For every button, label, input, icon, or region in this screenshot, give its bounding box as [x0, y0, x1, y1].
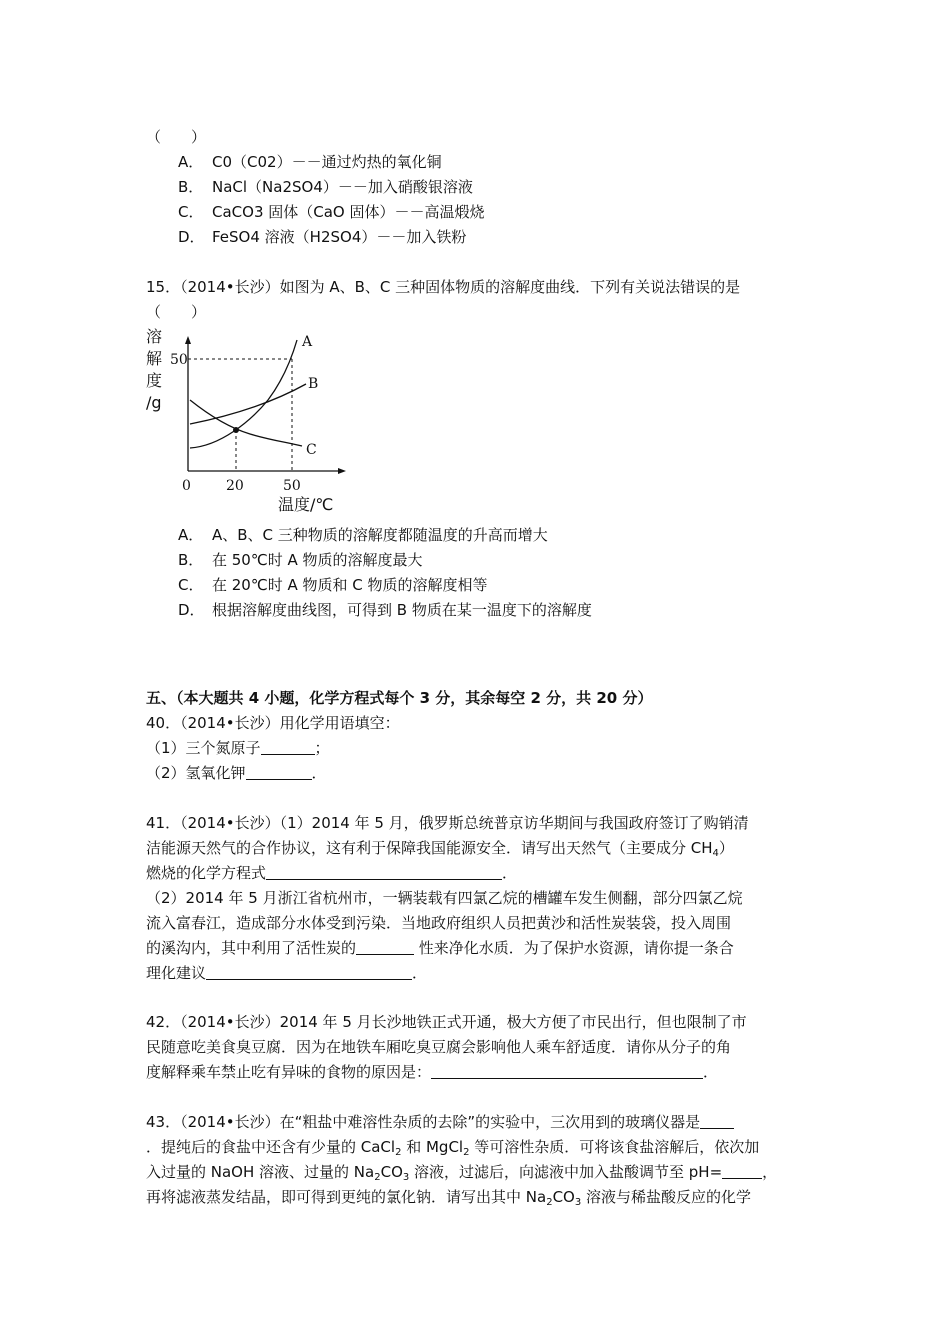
answer-blank[interactable] [261, 738, 315, 755]
x-tick-50: 50 [283, 478, 301, 494]
x-axis-label: 温度/℃ [278, 495, 334, 514]
q42-line-2: 民随意吃美食臭豆腐．因为在地铁车厢吃臭豆腐会影响他人乘车舒适度．请你从分子的角 [146, 1038, 732, 1056]
q42-line-1: 42．（2014•长沙）2014 年 5 月长沙地铁正式开通，极大方便了市民出行，但也限制了市 [146, 1013, 747, 1031]
answer-blank[interactable] [700, 1112, 734, 1129]
y-axis-label-char: 溶 [146, 327, 163, 346]
y-axis-arrow [185, 336, 191, 344]
q41-line-7: 理化建议 ． [146, 964, 428, 982]
q40-sub1: （1）三个氮原子 ； [146, 739, 330, 757]
curve-label-b: B [308, 376, 319, 392]
q41-line-6: 的溪沟内，其中利用了活性炭的 性来净化水质．为了保护水资源，请你提一条合 [146, 939, 734, 957]
intersection-point [233, 427, 239, 433]
solubility-curve-figure [140, 324, 360, 524]
y-axis-label-char: /g [146, 393, 162, 412]
answer-blank[interactable] [722, 1162, 762, 1179]
q15-answer-bracket: （ ） [146, 303, 207, 321]
y-axis-label-char: 解 [146, 349, 163, 368]
q41-line-5: 流入富春江，造成部分水体受到污染．当地政府组织人员把黄沙和活性炭装袋，投入周围 [146, 914, 732, 932]
q42-line-3: 度解释乘车禁止吃有异味的食物的原因是： ． [146, 1063, 719, 1081]
q43-line-3: 入过量的 NaOH 溶液、过量的 $Na_2CO_3$ 溶液，过滤后，向滤液中加入盐酸调节至 pH= ， [146, 1163, 778, 1183]
q40-stem: 40．（2014•长沙）用化学用语填空： [146, 714, 400, 732]
section-five-heading: 五、（本大题共 4 小题，化学方程式每个 3 分，其余每空 2 分，共 20 分） [146, 689, 653, 707]
answer-blank[interactable] [356, 938, 414, 955]
x-axis-arrow [338, 468, 346, 474]
q14-option-c: C． CaCO3 固体（CaO 固体）－－高温煅烧 [178, 203, 485, 221]
q15-option-d: D． 根据溶解度曲线图，可得到 B 物质在某一温度下的溶解度 [178, 601, 592, 619]
y-axis-label-char: 度 [146, 371, 163, 390]
x-tick-20: 20 [226, 478, 244, 494]
q41-line-3: 燃烧的化学方程式 ． [146, 864, 518, 882]
y-tick-50: 50 [170, 352, 188, 368]
q43-line-1: 43．（2014•长沙）在“粗盐中难溶性杂质的去除”的实验中，三次用到的玻璃仪器是 [146, 1111, 734, 1133]
q15-option-c: C． 在 20℃时 A 物质和 C 物质的溶解度相等 [178, 576, 488, 594]
q43-line-4: 再将滤液蒸发结晶，即可得到更纯的氯化钠．请写出其中 $Na_2CO_3$ 溶液与稀盐酸反应的化学 [146, 1188, 751, 1208]
answer-blank[interactable] [431, 1062, 703, 1079]
answer-blank[interactable] [246, 763, 312, 780]
q41-line-4: （2）2014 年 5 月浙江省杭州市，一辆装载有四氯乙烷的槽罐车发生侧翻，部分四氯乙烷 [146, 889, 743, 907]
q41-line-2: 洁能源天然气的合作协议，这有利于保障我国能源安全．请写出天然气（主要成分 $CH_4$） [146, 839, 734, 859]
q41-line-1: 41．（2014•长沙）（1）2014 年 5 月，俄罗斯总统普京访华期间与我国政府签订了购销清 [146, 814, 749, 832]
q14-option-b: B． NaCl（Na2SO4）－－加入硝酸银溶液 [178, 178, 473, 196]
q43-line-2: ．提纯后的食盐中还含有少量的 CaCl$_2$ 和 MgCl$_2$ 等可溶性杂质．可将该食盐溶解后，依次加 [146, 1138, 760, 1158]
q14-answer-bracket: （ ） [146, 128, 207, 146]
q15-option-b: B． 在 50℃时 A 物质的溶解度最大 [178, 551, 423, 569]
q14-option-d: D． FeSO4 溶液（H2SO4）－－加入铁粉 [178, 228, 467, 246]
curve-b [190, 384, 306, 424]
curve-label-a: A [302, 334, 313, 350]
q14-option-a: A． C0（C02）－－通过灼热的氧化铜 [178, 153, 442, 171]
answer-blank[interactable] [206, 963, 412, 980]
q40-sub2: （2）氢氧化钾 ． [146, 764, 327, 782]
answer-blank[interactable] [266, 863, 502, 880]
q15-option-a: A． A、B、C 三种物质的溶解度都随温度的升高而增大 [178, 526, 548, 544]
q15-stem: 15．（2014•长沙）如图为 A、B、C 三种固体物质的溶解度曲线．下列有关说法错误的是 [146, 278, 741, 296]
curve-label-c: C [306, 442, 317, 458]
x-tick-0: 0 [182, 478, 191, 494]
